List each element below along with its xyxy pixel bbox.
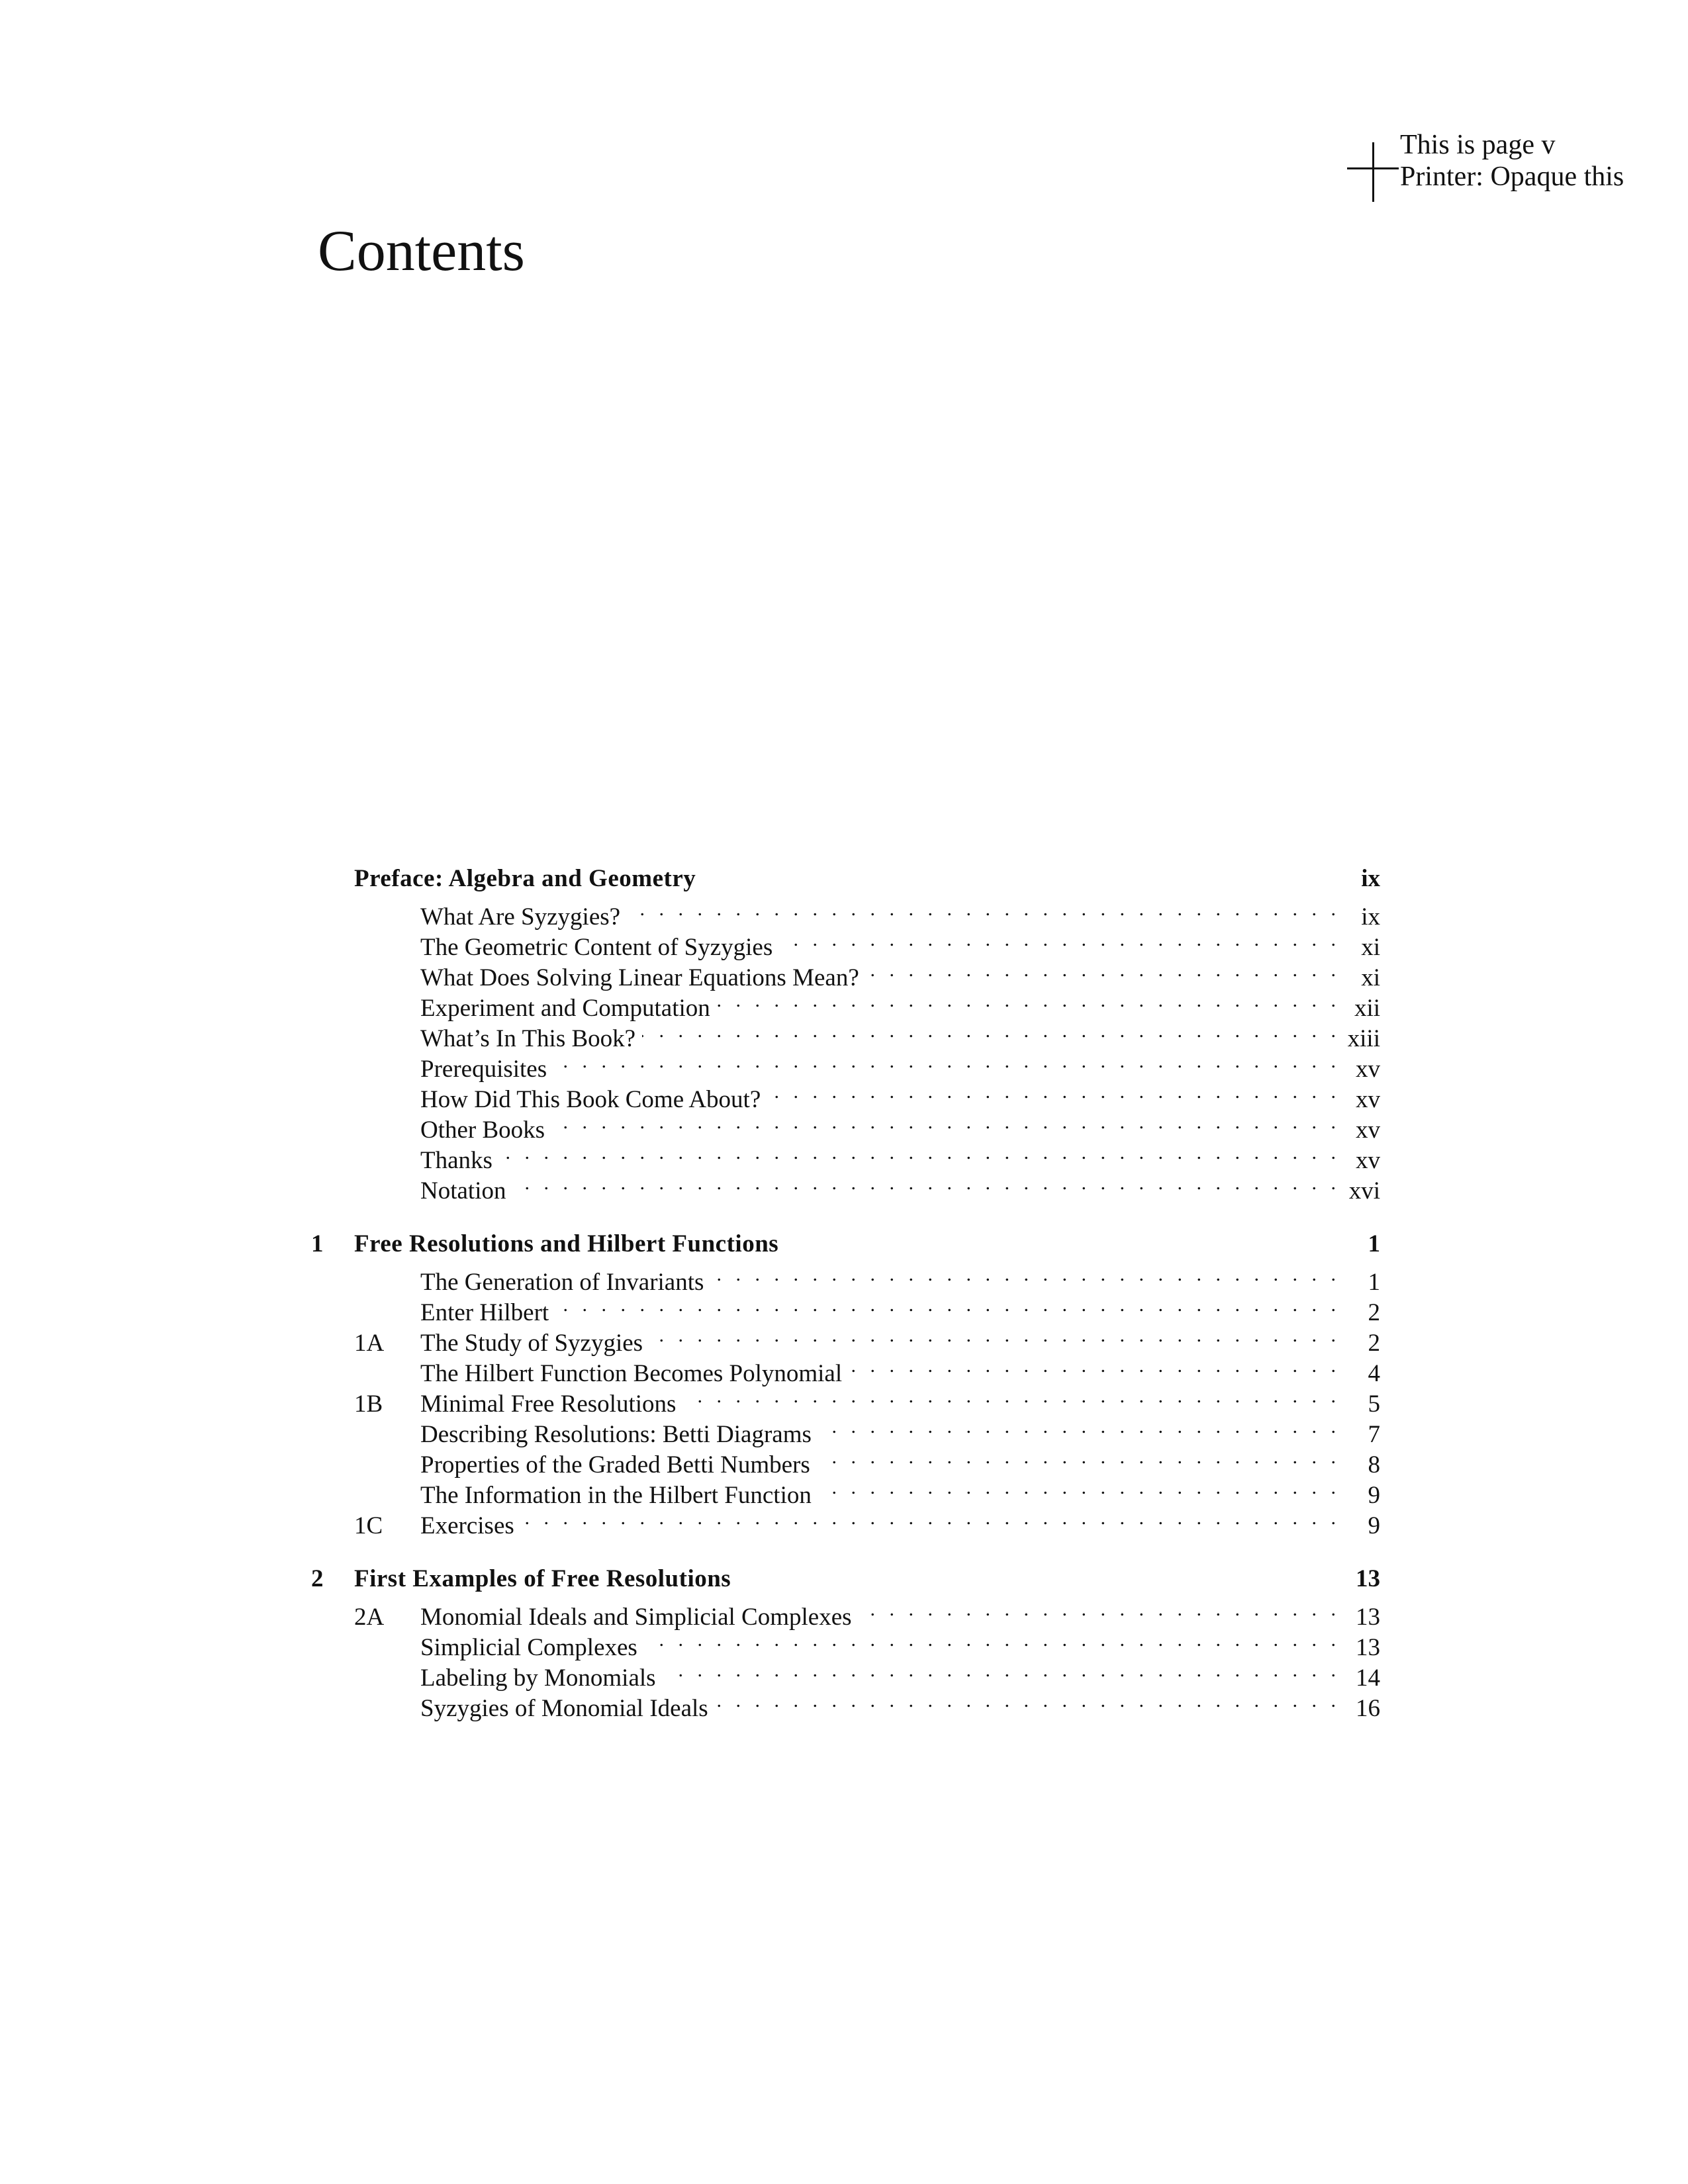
entry-page-number: 14 [1356,1664,1380,1692]
toc-chapter-heading[interactable] [311,1564,1380,1594]
dot-leader [663,1655,1340,1686]
dot-leader [555,1290,1340,1320]
dot-leader [627,894,1340,925]
toc-chapter-heading[interactable] [311,864,1380,894]
section-label: 1C [354,1512,383,1539]
entry-title: Experiment and Computation [420,995,710,1022]
entry-title: Monomial Ideals and Simplicial Complexes [420,1604,852,1631]
entry-page-number: 13 [1356,1634,1380,1661]
toc-entry[interactable] [311,894,1380,931]
entry-title: The Geometric Content of Syzygies [420,934,773,961]
entry-page-number: 5 [1368,1390,1380,1418]
chapter-page-number: ix [1361,865,1380,892]
entry-title: The Generation of Invariants [420,1269,704,1296]
printer-line-printer: Printer: Opaque this [1400,161,1624,192]
entry-page-number: xvi [1348,1177,1380,1205]
entry-title: Notation [420,1177,506,1205]
table-of-contents [311,864,1380,1722]
entry-page-number: xv [1356,1116,1380,1144]
dot-leader [512,1168,1340,1199]
entry-title: What’s In This Book? [420,1025,636,1052]
entry-title: What Does Solving Linear Equations Mean? [420,964,859,991]
entry-page-number: 1 [1368,1269,1380,1296]
entry-page-number: 13 [1356,1604,1380,1631]
entry-title: The Information in the Hilbert Function [420,1482,812,1509]
entry-title: Prerequisites [420,1056,547,1083]
chapter-title: Preface: Algebra and Geometry [354,865,696,892]
entry-title: Describing Resolutions: Betti Diagrams [420,1421,812,1448]
printer-info [1400,129,1624,193]
entry-title: Thanks [420,1147,492,1174]
entry-title: The Hilbert Function Becomes Polynomial [420,1360,843,1387]
crop-mark-vertical [1372,142,1374,202]
dot-leader [818,1473,1340,1503]
entry-page-number: xv [1356,1056,1380,1083]
entry-title: Enter Hilbert [420,1299,549,1326]
section-label: 1B [354,1390,383,1418]
entry-title: Other Books [420,1116,545,1144]
toc-entry[interactable] [311,1594,1380,1631]
entry-title: The Study of Syzygies [420,1330,643,1357]
entry-page-number: 9 [1368,1512,1380,1539]
dot-leader [649,1320,1340,1351]
dot-leader [553,1046,1340,1077]
entry-page-number: xii [1354,995,1380,1022]
entry-title: Exercises [420,1512,514,1539]
section-label: 2A [354,1604,385,1631]
entry-page-number: ix [1361,903,1380,931]
entry-page-number: 16 [1356,1695,1380,1722]
entry-title: What Are Syzygies? [420,903,621,931]
entry-title: Syzygies of Monomial Ideals [420,1695,708,1722]
dot-leader [642,1016,1340,1046]
dot-leader [682,1381,1340,1412]
page-title: Contents [318,219,525,283]
dot-leader [710,1259,1340,1290]
dot-leader [859,1594,1340,1625]
entry-page-number: 7 [1368,1421,1380,1448]
chapter-number: 2 [311,1565,324,1592]
printer-mark [1347,129,1678,202]
entry-page-number: xi [1361,964,1380,991]
entry-page-number: 2 [1368,1299,1380,1326]
dot-leader [499,1138,1340,1168]
entry-title: Simplicial Complexes [420,1634,637,1661]
dot-leader [818,1412,1340,1442]
entry-page-number: xi [1361,934,1380,961]
dot-leader [715,1686,1340,1716]
dot-leader [866,955,1340,985]
chapter-title: First Examples of Free Resolutions [354,1565,731,1592]
dot-leader [817,1442,1340,1473]
toc-chapter-heading[interactable] [311,1229,1380,1259]
dot-leader [849,1351,1340,1381]
entry-page-number: 8 [1368,1451,1380,1479]
dot-leader [644,1625,1340,1655]
dot-leader [717,985,1340,1016]
toc-section [311,1564,1380,1722]
dot-leader [551,1107,1340,1138]
chapter-page-number: 13 [1356,1565,1380,1592]
dot-leader [779,925,1340,955]
entry-title: How Did This Book Come About? [420,1086,761,1113]
entry-title: Properties of the Graded Betti Numbers [420,1451,810,1479]
toc-section [311,1229,1380,1539]
entry-page-number: xv [1356,1147,1380,1174]
toc-entry[interactable] [311,1259,1380,1296]
entry-title: Minimal Free Resolutions [420,1390,677,1418]
dot-leader [521,1503,1340,1533]
section-label: 1A [354,1330,385,1357]
entry-page-number: xv [1356,1086,1380,1113]
printer-line-page: This is page v [1400,130,1556,160]
entry-page-number: 2 [1368,1330,1380,1357]
chapter-page-number: 1 [1368,1230,1380,1257]
chapter-number: 1 [311,1230,324,1257]
chapter-title: Free Resolutions and Hilbert Functions [354,1230,779,1257]
entry-page-number: 4 [1368,1360,1380,1387]
entry-page-number: xiii [1347,1025,1380,1052]
toc-section [311,864,1380,1205]
entry-title: Labeling by Monomials [420,1664,656,1692]
dot-leader [767,1077,1340,1107]
entry-page-number: 9 [1368,1482,1380,1509]
